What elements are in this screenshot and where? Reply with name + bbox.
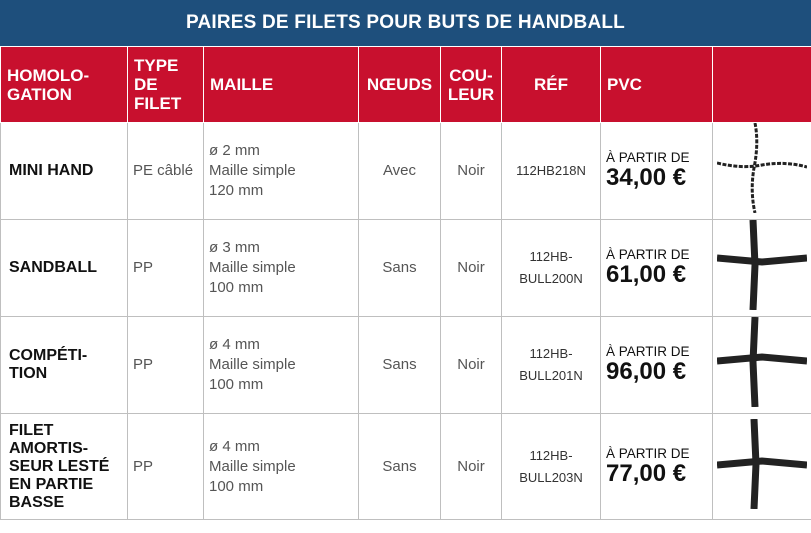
ref-line: 112HB218N: [516, 163, 586, 178]
maille-type: Maille simple: [209, 162, 296, 179]
ref-line: 112HB-: [529, 346, 573, 361]
header-couleur-line: COU-: [449, 65, 493, 85]
thick-net-icon: [717, 220, 807, 310]
header-homologation: [1, 47, 128, 123]
row-name: [1, 123, 128, 220]
row-noeuds: Sans: [359, 317, 441, 414]
row-ref: [502, 414, 601, 520]
thin-twisted-net-icon: [717, 123, 807, 213]
maille-diameter: ø 4 mm: [209, 336, 260, 353]
row-image: [713, 220, 811, 317]
row-couleur: Noir: [441, 414, 502, 520]
header-type-line: FILET: [134, 94, 182, 113]
pvc-price: 61,00 €: [606, 261, 687, 288]
maille-size: 120 mm: [209, 182, 264, 199]
header-ref: RÉF: [502, 47, 601, 123]
table-title: PAIRES DE FILETS POUR BUTS DE HANDBALL: [0, 0, 811, 46]
header-type-line: TYPE: [134, 56, 179, 75]
row-pvc: [601, 123, 713, 220]
row-type: PP: [128, 414, 204, 520]
row-name: [1, 414, 128, 520]
pvc-price: 77,00 €: [606, 459, 687, 487]
header-image: [713, 47, 811, 123]
row-image: [713, 414, 811, 520]
maille-size: 100 mm: [209, 376, 264, 393]
row-image: [713, 317, 811, 414]
pvc-label: À PARTIR DE: [606, 150, 690, 165]
row-couleur: Noir: [441, 220, 502, 317]
maille-diameter: ø 4 mm: [209, 437, 260, 455]
maille-type: Maille simple: [209, 356, 296, 373]
pvc-label: À PARTIR DE: [606, 247, 690, 262]
header-couleur: [441, 47, 502, 123]
pvc-label: À PARTIR DE: [606, 445, 690, 461]
header-homologation-line: HOMOLO-: [7, 65, 90, 85]
row-name-line: COMPÉTI-: [9, 347, 88, 364]
ref-line: BULL200N: [519, 271, 583, 286]
row-maille: [204, 317, 359, 414]
row-name-line: BASSE: [9, 493, 65, 511]
maille-type: Maille simple: [209, 259, 296, 276]
ref-line: 112HB-: [529, 249, 573, 264]
row-maille: [204, 220, 359, 317]
row-name-line: SEUR LESTÉ: [9, 457, 110, 475]
row-ref: [502, 220, 601, 317]
row-type: PP: [128, 220, 204, 317]
header-pvc: PVC: [601, 47, 713, 123]
row-name: [1, 317, 128, 414]
ref-line: 112HB-: [529, 447, 573, 463]
header-homologation-line: GATION: [7, 84, 72, 104]
row-image: [713, 123, 811, 220]
row-name-line: AMORTIS-: [9, 439, 89, 457]
row-couleur: Noir: [441, 123, 502, 220]
row-pvc: [601, 220, 713, 317]
thick-net-icon: [717, 419, 807, 509]
row-maille: [204, 123, 359, 220]
row-noeuds: Sans: [359, 220, 441, 317]
header-row: [1, 47, 811, 123]
header-type: [128, 47, 204, 123]
pvc-price: 96,00 €: [606, 358, 687, 385]
row-name-line: MINI HAND: [9, 162, 94, 179]
row-name: [1, 220, 128, 317]
thick-net-icon: [717, 317, 807, 407]
pvc-label: À PARTIR DE: [606, 344, 690, 359]
row-maille: [204, 414, 359, 520]
maille-diameter: ø 3 mm: [209, 239, 260, 256]
row-name-line: TION: [9, 365, 48, 382]
ref-line: BULL203N: [519, 469, 583, 485]
header-noeuds: NŒUDS: [359, 47, 441, 123]
row-name-line: SANDBALL: [9, 259, 97, 276]
row-name-line: FILET: [9, 421, 54, 439]
maille-size: 100 mm: [209, 279, 264, 296]
row-name-line: EN PARTIE: [9, 475, 94, 493]
row-noeuds: Avec: [359, 123, 441, 220]
row-couleur: Noir: [441, 317, 502, 414]
maille-size: 100 mm: [209, 477, 264, 495]
header-couleur-line: LEUR: [447, 84, 495, 104]
maille-diameter: ø 2 mm: [209, 142, 260, 159]
row-type: PP: [128, 317, 204, 414]
row-ref: [502, 317, 601, 414]
header-maille: MAILLE: [204, 47, 359, 123]
pvc-price: 34,00 €: [606, 164, 687, 191]
row-noeuds: Sans: [359, 414, 441, 520]
row-type: PE câblé: [128, 123, 204, 220]
ref-line: BULL201N: [519, 368, 583, 383]
row-pvc: [601, 317, 713, 414]
table-row: [1, 123, 811, 220]
row-pvc: [601, 414, 713, 520]
table-row: [1, 317, 811, 414]
header-type-line: DE: [134, 75, 158, 94]
row-ref: [502, 123, 601, 220]
table-row: [1, 414, 811, 520]
table-row: [1, 220, 811, 317]
maille-type: Maille simple: [209, 457, 296, 475]
products-table: [0, 46, 811, 520]
